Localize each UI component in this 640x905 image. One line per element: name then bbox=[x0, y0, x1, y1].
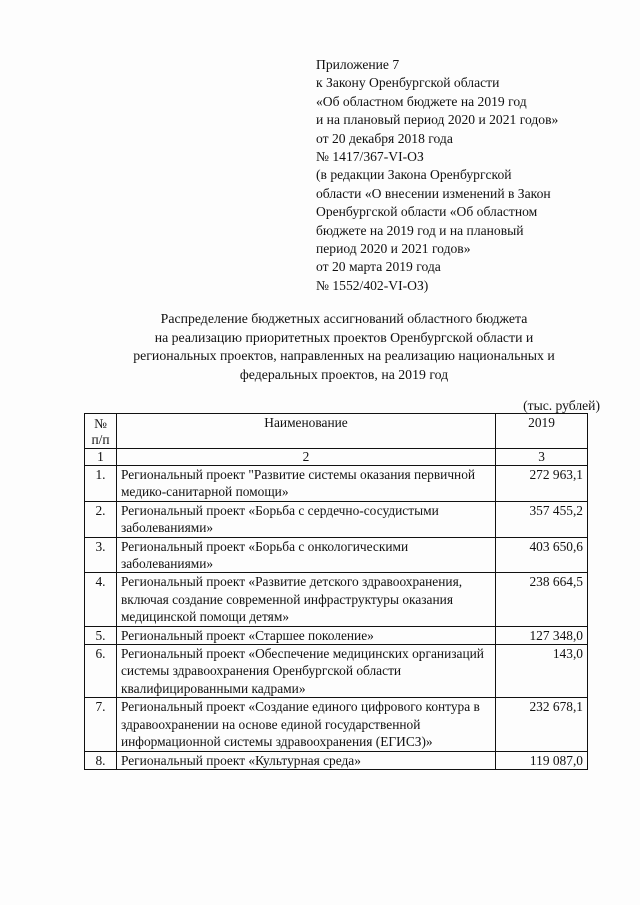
header-line: от 20 декабря 2018 года bbox=[316, 130, 453, 146]
header-line: период 2020 и 2021 годов» bbox=[316, 241, 471, 257]
column-header-year: 2019 bbox=[496, 414, 588, 449]
row-number: 8. bbox=[85, 751, 117, 769]
header-line: Оренбургской области «Об областном bbox=[316, 204, 538, 220]
title-line: на реализацию приоритетных проектов Оренбургской области и bbox=[154, 329, 534, 345]
row-value: 403 650,6 bbox=[496, 537, 588, 573]
row-value: 357 455,2 bbox=[496, 501, 588, 537]
row-number: 3. bbox=[85, 537, 117, 573]
table-row bbox=[85, 466, 588, 502]
row-name: Региональный проект «Борьба с сердечно-сосудистыми заболеваниями» bbox=[116, 501, 495, 537]
table-row bbox=[85, 698, 588, 751]
row-number: 4. bbox=[85, 573, 117, 626]
row-number: 1. bbox=[85, 466, 117, 502]
header-line: от 20 марта 2019 года bbox=[316, 259, 441, 275]
row-number: 7. bbox=[85, 698, 117, 751]
column-index-cell: 3 bbox=[496, 449, 588, 466]
row-value: 127 348,0 bbox=[496, 626, 588, 644]
table-row bbox=[85, 751, 588, 769]
column-header-number-line2: п/п bbox=[91, 432, 110, 447]
column-index-cell: 1 bbox=[85, 449, 117, 466]
row-name: Региональный проект «Культурная среда» bbox=[116, 751, 495, 769]
header-line: и на плановый период 2020 и 2021 годов» bbox=[316, 112, 559, 128]
row-number: 6. bbox=[85, 645, 117, 698]
column-header-number-line1: № bbox=[94, 416, 107, 431]
budget-table bbox=[84, 413, 588, 770]
header-line: (в редакции Закона Оренбургской bbox=[316, 167, 512, 183]
column-header-number bbox=[85, 414, 117, 449]
column-header-name: Наименование bbox=[116, 414, 495, 449]
title-line: региональных проектов, направленных на реализацию национальных и bbox=[133, 348, 555, 364]
document-title bbox=[88, 310, 600, 384]
table-row bbox=[85, 501, 588, 537]
row-name: Региональный проект «Развитие детского здравоохранения, включая создание современной инфраструктуры оказания медицинской помощи детям» bbox=[116, 573, 495, 626]
table-row bbox=[85, 645, 588, 698]
row-name: Региональный проект «Борьба с онкологическими заболеваниями» bbox=[116, 537, 495, 573]
row-value: 238 664,5 bbox=[496, 573, 588, 626]
header-line: бюджете на 2019 год и на плановый bbox=[316, 222, 524, 238]
appendix-header bbox=[316, 56, 626, 295]
title-line: федеральных проектов, на 2019 год bbox=[239, 366, 449, 382]
table-row bbox=[85, 537, 588, 573]
row-name: Региональный проект «Старшее поколение» bbox=[116, 626, 495, 644]
row-value: 272 963,1 bbox=[496, 466, 588, 502]
row-number: 5. bbox=[85, 626, 117, 644]
row-name: Региональный проект "Развитие системы оказания первичной медико-санитарной помощи» bbox=[116, 466, 495, 502]
header-line: № 1417/367-VI-ОЗ bbox=[316, 149, 424, 165]
row-value: 119 087,0 bbox=[496, 751, 588, 769]
header-line: области «О внесении изменений в Закон bbox=[316, 185, 551, 201]
units-label: (тыс. рублей) bbox=[523, 398, 600, 413]
column-index-cell: 2 bbox=[116, 449, 495, 466]
row-name: Региональный проект «Создание единого цифрового контура в здравоохранении на основе единой государственной информационной системы здравоохранения (ЕГИСЗ)» bbox=[116, 698, 495, 751]
row-value: 143,0 bbox=[496, 645, 588, 698]
row-name: Региональный проект «Обеспечение медицинских организаций системы здравоохранения Оренбургской области квалифицированными кадрами» bbox=[116, 645, 495, 698]
table-row bbox=[85, 626, 588, 644]
table-header-row bbox=[85, 414, 588, 449]
header-line: Приложение 7 bbox=[316, 57, 400, 72]
row-number: 2. bbox=[85, 501, 117, 537]
header-line: к Закону Оренбургской области bbox=[316, 75, 500, 91]
column-index-row bbox=[85, 449, 588, 466]
header-line: № 1552/402-VI-ОЗ) bbox=[316, 277, 429, 293]
row-value: 232 678,1 bbox=[496, 698, 588, 751]
table-row bbox=[85, 573, 588, 626]
title-line: Распределение бюджетных ассигнований областного бюджета bbox=[160, 311, 528, 326]
header-line: «Об областном бюджете на 2019 год bbox=[316, 93, 527, 109]
